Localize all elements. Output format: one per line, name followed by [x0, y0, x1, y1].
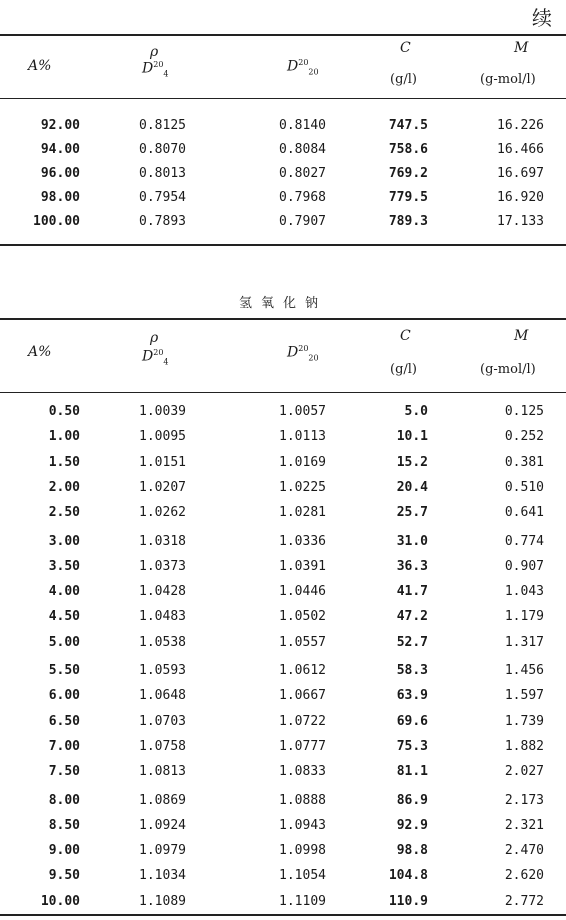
cell-d-20-4: 1.0538	[139, 634, 186, 650]
table-row	[0, 214, 566, 234]
cell-d-20-4: 1.0428	[139, 584, 186, 600]
cell-d-20-4: 1.0758	[139, 738, 186, 754]
table-row	[0, 868, 566, 888]
table-row	[0, 739, 566, 759]
cell-d-20-4: 0.7893	[139, 214, 186, 229]
cell-m: 1.456	[504, 663, 544, 678]
table-row	[0, 793, 566, 813]
cell-a-percent: 4.50	[48, 609, 80, 625]
cell-d-20-4: 1.0095	[139, 429, 186, 445]
header-c-unit: (g/l)	[390, 72, 418, 87]
cell-d-20-20: 0.8027	[279, 166, 326, 181]
cell-d-20-4: 1.0648	[139, 688, 186, 704]
cell-a-percent: 94.00	[40, 142, 80, 157]
cell-d-20-20: 1.0391	[279, 558, 326, 574]
cell-d-20-4: 1.0924	[139, 817, 186, 833]
cell-m: 1.317	[504, 634, 544, 650]
cell-c: 15.2	[396, 454, 428, 470]
table-row	[0, 688, 566, 708]
header-c-unit-2: (g/l)	[390, 362, 418, 377]
cell-c: 747.5	[388, 118, 428, 133]
cell-d-20-20: 0.8140	[279, 118, 326, 133]
table-row	[0, 429, 566, 449]
cell-a-percent: 10.00	[40, 893, 80, 909]
table-row	[0, 142, 566, 162]
cell-a-percent: 8.50	[48, 817, 80, 833]
cell-m: 16.920	[497, 190, 544, 205]
cell-d-20-20: 1.0169	[279, 454, 326, 470]
cell-a-percent: 8.00	[48, 792, 80, 808]
section-title-sodium-hydroxide: 氢氧化钠	[238, 296, 327, 311]
table2-header-rule	[0, 392, 566, 393]
cell-c: 769.2	[388, 166, 428, 181]
cell-d-20-4: 1.0703	[139, 713, 186, 729]
cell-a-percent: 92.00	[40, 118, 80, 133]
cell-d-20-4: 0.8125	[139, 118, 186, 133]
cell-c: 52.7	[396, 634, 428, 650]
cell-m: 1.597	[504, 688, 544, 704]
cell-m: 0.510	[504, 479, 544, 495]
continued-label: 续	[532, 6, 552, 30]
cell-c: 104.8	[388, 868, 428, 884]
cell-a-percent: 1.50	[48, 454, 80, 470]
cell-m: 2.321	[504, 817, 544, 833]
cell-d-20-4: 1.1034	[139, 868, 186, 884]
cell-m: 2.772	[504, 893, 544, 909]
table-row	[0, 584, 566, 604]
cell-c: 47.2	[396, 609, 428, 625]
table-row	[0, 455, 566, 475]
table-row	[0, 714, 566, 734]
cell-c: 31.0	[396, 533, 428, 549]
cell-m: 2.470	[504, 843, 544, 859]
cell-d-20-4: 1.0039	[139, 404, 186, 419]
header-d-20-20: $D^{20}_{20}$	[287, 58, 319, 77]
header-a-percent: A%	[28, 58, 52, 74]
cell-m: 0.381	[504, 454, 544, 470]
cell-m: 2.027	[504, 764, 544, 780]
table-row	[0, 559, 566, 579]
table-row	[0, 843, 566, 863]
cell-c: 10.1	[396, 429, 428, 445]
cell-m: 1.043	[504, 584, 544, 600]
header-d-20-4-2: $D^{20}_4$	[142, 348, 169, 367]
cell-d-20-20: 1.0336	[279, 533, 326, 549]
cell-a-percent: 6.00	[48, 688, 80, 704]
cell-d-20-20: 1.0943	[279, 817, 326, 833]
cell-d-20-20: 0.7968	[279, 190, 326, 205]
table-row	[0, 534, 566, 554]
cell-m: 0.252	[504, 429, 544, 445]
cell-d-20-20: 1.1054	[279, 868, 326, 884]
table-row	[0, 118, 566, 138]
cell-c: 110.9	[388, 893, 428, 909]
cell-d-20-20: 1.0281	[279, 505, 326, 521]
table-row	[0, 166, 566, 186]
cell-c: 75.3	[396, 738, 428, 754]
cell-d-20-20: 1.0113	[279, 429, 326, 445]
cell-c: 779.5	[388, 190, 428, 205]
cell-d-20-20: 1.0722	[279, 713, 326, 729]
cell-d-20-20: 1.0557	[279, 634, 326, 650]
cell-d-20-20: 1.0777	[279, 738, 326, 754]
cell-a-percent: 7.00	[48, 738, 80, 754]
cell-d-20-20: 1.0833	[279, 764, 326, 780]
cell-d-20-20: 1.0612	[279, 663, 326, 678]
cell-c: 69.6	[396, 713, 428, 729]
cell-c: 36.3	[396, 558, 428, 574]
cell-d-20-4: 1.0318	[139, 533, 186, 549]
cell-m: 2.620	[504, 868, 544, 884]
cell-a-percent: 3.50	[48, 558, 80, 574]
cell-c: 789.3	[388, 214, 428, 229]
cell-m: 1.179	[504, 609, 544, 625]
table1-top-rule	[0, 34, 566, 36]
table2-bottom-rule	[0, 914, 566, 916]
cell-c: 25.7	[396, 505, 428, 521]
header-m-unit-2: (g-mol/l)	[480, 362, 536, 377]
cell-d-20-4: 1.0151	[139, 454, 186, 470]
header-c: C	[400, 40, 411, 56]
cell-d-20-4: 1.0483	[139, 609, 186, 625]
cell-m: 17.133	[497, 214, 544, 229]
cell-c: 58.3	[396, 663, 428, 678]
header-rho-2: ρ	[150, 330, 159, 346]
header-m: M	[514, 40, 529, 56]
cell-a-percent: 6.50	[48, 713, 80, 729]
cell-m: 2.173	[504, 792, 544, 808]
cell-c: 92.9	[396, 817, 428, 833]
cell-c: 758.6	[388, 142, 428, 157]
cell-c: 63.9	[396, 688, 428, 704]
cell-m: 1.739	[504, 713, 544, 729]
table-row	[0, 663, 566, 683]
cell-m: 1.882	[504, 738, 544, 754]
cell-c: 86.9	[396, 792, 428, 808]
header-m-unit: (g-mol/l)	[480, 72, 536, 87]
cell-a-percent: 9.50	[48, 868, 80, 884]
table1-bottom-rule	[0, 244, 566, 246]
cell-d-20-4: 1.0979	[139, 843, 186, 859]
cell-d-20-4: 1.1089	[139, 893, 186, 909]
cell-d-20-20: 1.0888	[279, 792, 326, 808]
table-row	[0, 609, 566, 629]
cell-a-percent: 3.00	[48, 533, 80, 549]
cell-d-20-4: 1.0813	[139, 764, 186, 780]
table-row	[0, 764, 566, 784]
table-row	[0, 480, 566, 500]
header-d-20-4: $D^{20}_4$	[142, 60, 169, 79]
table-row	[0, 190, 566, 210]
table-row	[0, 505, 566, 525]
cell-m: 0.774	[504, 533, 544, 549]
cell-d-20-4: 1.0593	[139, 663, 186, 678]
table2-top-rule	[0, 318, 566, 320]
cell-m: 0.641	[504, 505, 544, 521]
cell-d-20-4: 1.0869	[139, 792, 186, 808]
cell-a-percent: 98.00	[40, 190, 80, 205]
table-row	[0, 635, 566, 655]
cell-c: 5.0	[404, 404, 428, 419]
cell-d-20-20: 1.0057	[279, 404, 326, 419]
cell-a-percent: 5.00	[48, 634, 80, 650]
cell-c: 20.4	[396, 479, 428, 495]
cell-m: 16.697	[497, 166, 544, 181]
cell-a-percent: 2.50	[48, 505, 80, 521]
cell-m: 16.466	[497, 142, 544, 157]
cell-a-percent: 9.00	[48, 843, 80, 859]
cell-d-20-4: 0.8013	[139, 166, 186, 181]
cell-c: 98.8	[396, 843, 428, 859]
cell-a-percent: 5.50	[48, 663, 80, 678]
header-rho: ρ	[150, 44, 159, 60]
cell-a-percent: 7.50	[48, 764, 80, 780]
cell-a-percent: 96.00	[40, 166, 80, 181]
header-c-2: C	[400, 328, 411, 344]
cell-d-20-20: 1.0998	[279, 843, 326, 859]
cell-d-20-20: 1.0446	[279, 584, 326, 600]
cell-d-20-4: 0.8070	[139, 142, 186, 157]
cell-a-percent: 2.00	[48, 479, 80, 495]
cell-d-20-20: 0.7907	[279, 214, 326, 229]
cell-d-20-4: 1.0207	[139, 479, 186, 495]
cell-d-20-20: 1.0667	[279, 688, 326, 704]
cell-d-20-4: 0.7954	[139, 190, 186, 205]
table-row	[0, 894, 566, 914]
cell-a-percent: 100.00	[33, 214, 80, 229]
cell-a-percent: 0.50	[48, 404, 80, 419]
cell-d-20-4: 1.0262	[139, 505, 186, 521]
cell-m: 16.226	[497, 118, 544, 133]
cell-c: 81.1	[396, 764, 428, 780]
cell-d-20-20: 1.1109	[279, 893, 326, 909]
table-row	[0, 818, 566, 838]
cell-d-20-4: 1.0373	[139, 558, 186, 574]
cell-a-percent: 4.00	[48, 584, 80, 600]
cell-d-20-20: 1.0502	[279, 609, 326, 625]
cell-m: 0.907	[504, 558, 544, 574]
header-m-2: M	[514, 328, 529, 344]
cell-m: 0.125	[504, 404, 544, 419]
table1-header-rule	[0, 98, 566, 99]
table-row	[0, 404, 566, 424]
cell-a-percent: 1.00	[48, 429, 80, 445]
cell-d-20-20: 0.8084	[279, 142, 326, 157]
header-a-percent-2: A%	[28, 344, 52, 360]
cell-c: 41.7	[396, 584, 428, 600]
cell-d-20-20: 1.0225	[279, 479, 326, 495]
header-d-20-20-2: $D^{20}_{20}$	[287, 344, 319, 363]
